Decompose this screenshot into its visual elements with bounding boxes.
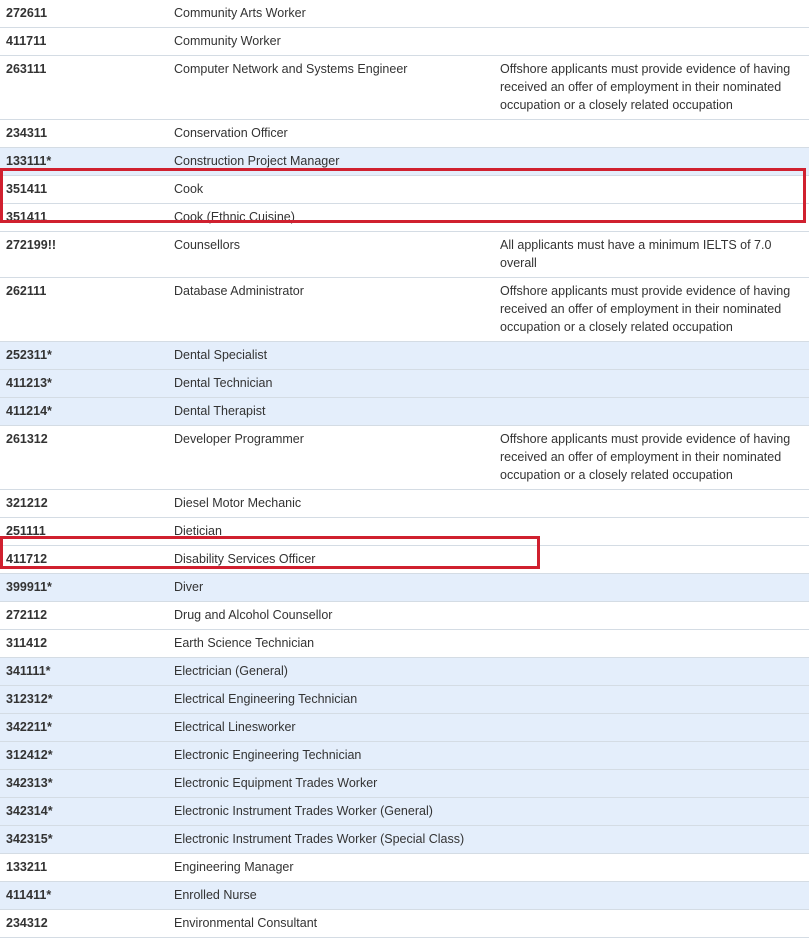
occupation-code: 252311*	[0, 342, 162, 370]
occupation-name: Diesel Motor Mechanic	[162, 490, 492, 518]
table-row	[0, 176, 809, 204]
table-row	[0, 232, 809, 278]
occupation-code: 351411	[0, 204, 162, 232]
occupation-name: Enrolled Nurse	[162, 882, 492, 910]
table-row	[0, 826, 809, 854]
occupation-note	[492, 398, 809, 426]
occupation-name: Electronic Engineering Technician	[162, 742, 492, 770]
table-row	[0, 658, 809, 686]
occupation-name: Earth Science Technician	[162, 630, 492, 658]
table-row	[0, 398, 809, 426]
occupation-code: 272199!!	[0, 232, 162, 278]
occupation-note	[492, 910, 809, 938]
occupation-code: 133111*	[0, 148, 162, 176]
occupation-name: Electrical Engineering Technician	[162, 686, 492, 714]
table-row	[0, 882, 809, 910]
occupation-name: Construction Project Manager	[162, 148, 492, 176]
occupation-name: Drug and Alcohol Counsellor	[162, 602, 492, 630]
table-row	[0, 204, 809, 232]
occupation-note	[492, 686, 809, 714]
occupation-code: 411214*	[0, 398, 162, 426]
occupation-note	[492, 574, 809, 602]
occupation-name: Dental Technician	[162, 370, 492, 398]
table-row	[0, 686, 809, 714]
occupation-code: 312412*	[0, 742, 162, 770]
table-row	[0, 910, 809, 938]
occupation-code: 311412	[0, 630, 162, 658]
table-row	[0, 854, 809, 882]
occupation-name: Cook	[162, 176, 492, 204]
occupation-name: Electronic Equipment Trades Worker	[162, 770, 492, 798]
occupation-code: 312312*	[0, 686, 162, 714]
occupation-name: Counsellors	[162, 232, 492, 278]
table-row	[0, 0, 809, 28]
occupation-note: All applicants must have a minimum IELTS of 7.0 overall	[492, 232, 809, 278]
occupation-code: 263111	[0, 56, 162, 120]
occupation-name: Database Administrator	[162, 278, 492, 342]
table-row	[0, 370, 809, 398]
occupation-name: Electrical Linesworker	[162, 714, 492, 742]
table-row	[0, 546, 809, 574]
table-row	[0, 56, 809, 120]
occupation-name: Disability Services Officer	[162, 546, 492, 574]
occupation-name: Conservation Officer	[162, 120, 492, 148]
occupation-note	[492, 546, 809, 574]
occupation-code: 411213*	[0, 370, 162, 398]
table-row	[0, 602, 809, 630]
occupation-note	[492, 826, 809, 854]
occupation-name: Community Worker	[162, 28, 492, 56]
occupation-note	[492, 742, 809, 770]
table-row	[0, 630, 809, 658]
table-row	[0, 120, 809, 148]
occupation-note	[492, 370, 809, 398]
table-row	[0, 28, 809, 56]
occupation-code: 234312	[0, 910, 162, 938]
occupation-code: 251111	[0, 518, 162, 546]
occupation-code: 321212	[0, 490, 162, 518]
occupation-name: Environmental Consultant	[162, 910, 492, 938]
occupation-note	[492, 342, 809, 370]
occupation-note	[492, 204, 809, 232]
occupation-name: Diver	[162, 574, 492, 602]
occupation-note	[492, 882, 809, 910]
occupation-code: 411711	[0, 28, 162, 56]
table-row	[0, 574, 809, 602]
table-row	[0, 742, 809, 770]
occupation-code: 342315*	[0, 826, 162, 854]
occupation-note	[492, 28, 809, 56]
occupation-name: Electronic Instrument Trades Worker (General)	[162, 798, 492, 826]
table-row	[0, 518, 809, 546]
occupation-note	[492, 490, 809, 518]
occupation-note	[492, 148, 809, 176]
occupation-note: Offshore applicants must provide evidence of having received an offer of employment in their nominated occupation or a closely related occupation	[492, 426, 809, 490]
occupation-note: Offshore applicants must provide evidence of having received an offer of employment in their nominated occupation or a closely related occupation	[492, 278, 809, 342]
table-row	[0, 278, 809, 342]
occupation-code: 342313*	[0, 770, 162, 798]
occupation-code: 399911*	[0, 574, 162, 602]
occupation-note	[492, 176, 809, 204]
occupation-name: Dental Therapist	[162, 398, 492, 426]
occupation-name: Electronic Instrument Trades Worker (Special Class)	[162, 826, 492, 854]
occupation-note	[492, 630, 809, 658]
occupation-note	[492, 602, 809, 630]
table-row	[0, 148, 809, 176]
occupation-name: Community Arts Worker	[162, 0, 492, 28]
occupation-note	[492, 120, 809, 148]
table-row	[0, 426, 809, 490]
occupation-name: Dental Specialist	[162, 342, 492, 370]
occupation-code: 272112	[0, 602, 162, 630]
occupation-name: Engineering Manager	[162, 854, 492, 882]
occupation-note	[492, 0, 809, 28]
occupation-code: 133211	[0, 854, 162, 882]
occupation-name: Developer Programmer	[162, 426, 492, 490]
occupation-code: 234311	[0, 120, 162, 148]
occupation-code: 341111*	[0, 658, 162, 686]
occupation-code: 262111	[0, 278, 162, 342]
table-row	[0, 770, 809, 798]
occupation-code: 261312	[0, 426, 162, 490]
occupation-code: 411712	[0, 546, 162, 574]
occupation-name: Dietician	[162, 518, 492, 546]
table-row	[0, 342, 809, 370]
occupation-code: 411411*	[0, 882, 162, 910]
occupation-name: Computer Network and Systems Engineer	[162, 56, 492, 120]
occupation-note: Offshore applicants must provide evidence of having received an offer of employment in their nominated occupation or a closely related occupation	[492, 56, 809, 120]
occupation-note	[492, 798, 809, 826]
occupation-code: 272611	[0, 0, 162, 28]
occupation-note	[492, 854, 809, 882]
occupation-name: Cook (Ethnic Cuisine)	[162, 204, 492, 232]
occupation-note	[492, 518, 809, 546]
table-row	[0, 714, 809, 742]
occupation-code: 342211*	[0, 714, 162, 742]
occupation-code: 351411	[0, 176, 162, 204]
occupation-note	[492, 658, 809, 686]
table-row	[0, 798, 809, 826]
table-row	[0, 490, 809, 518]
occupation-note	[492, 714, 809, 742]
occupation-note	[492, 770, 809, 798]
occupation-code: 342314*	[0, 798, 162, 826]
occupation-name: Electrician (General)	[162, 658, 492, 686]
